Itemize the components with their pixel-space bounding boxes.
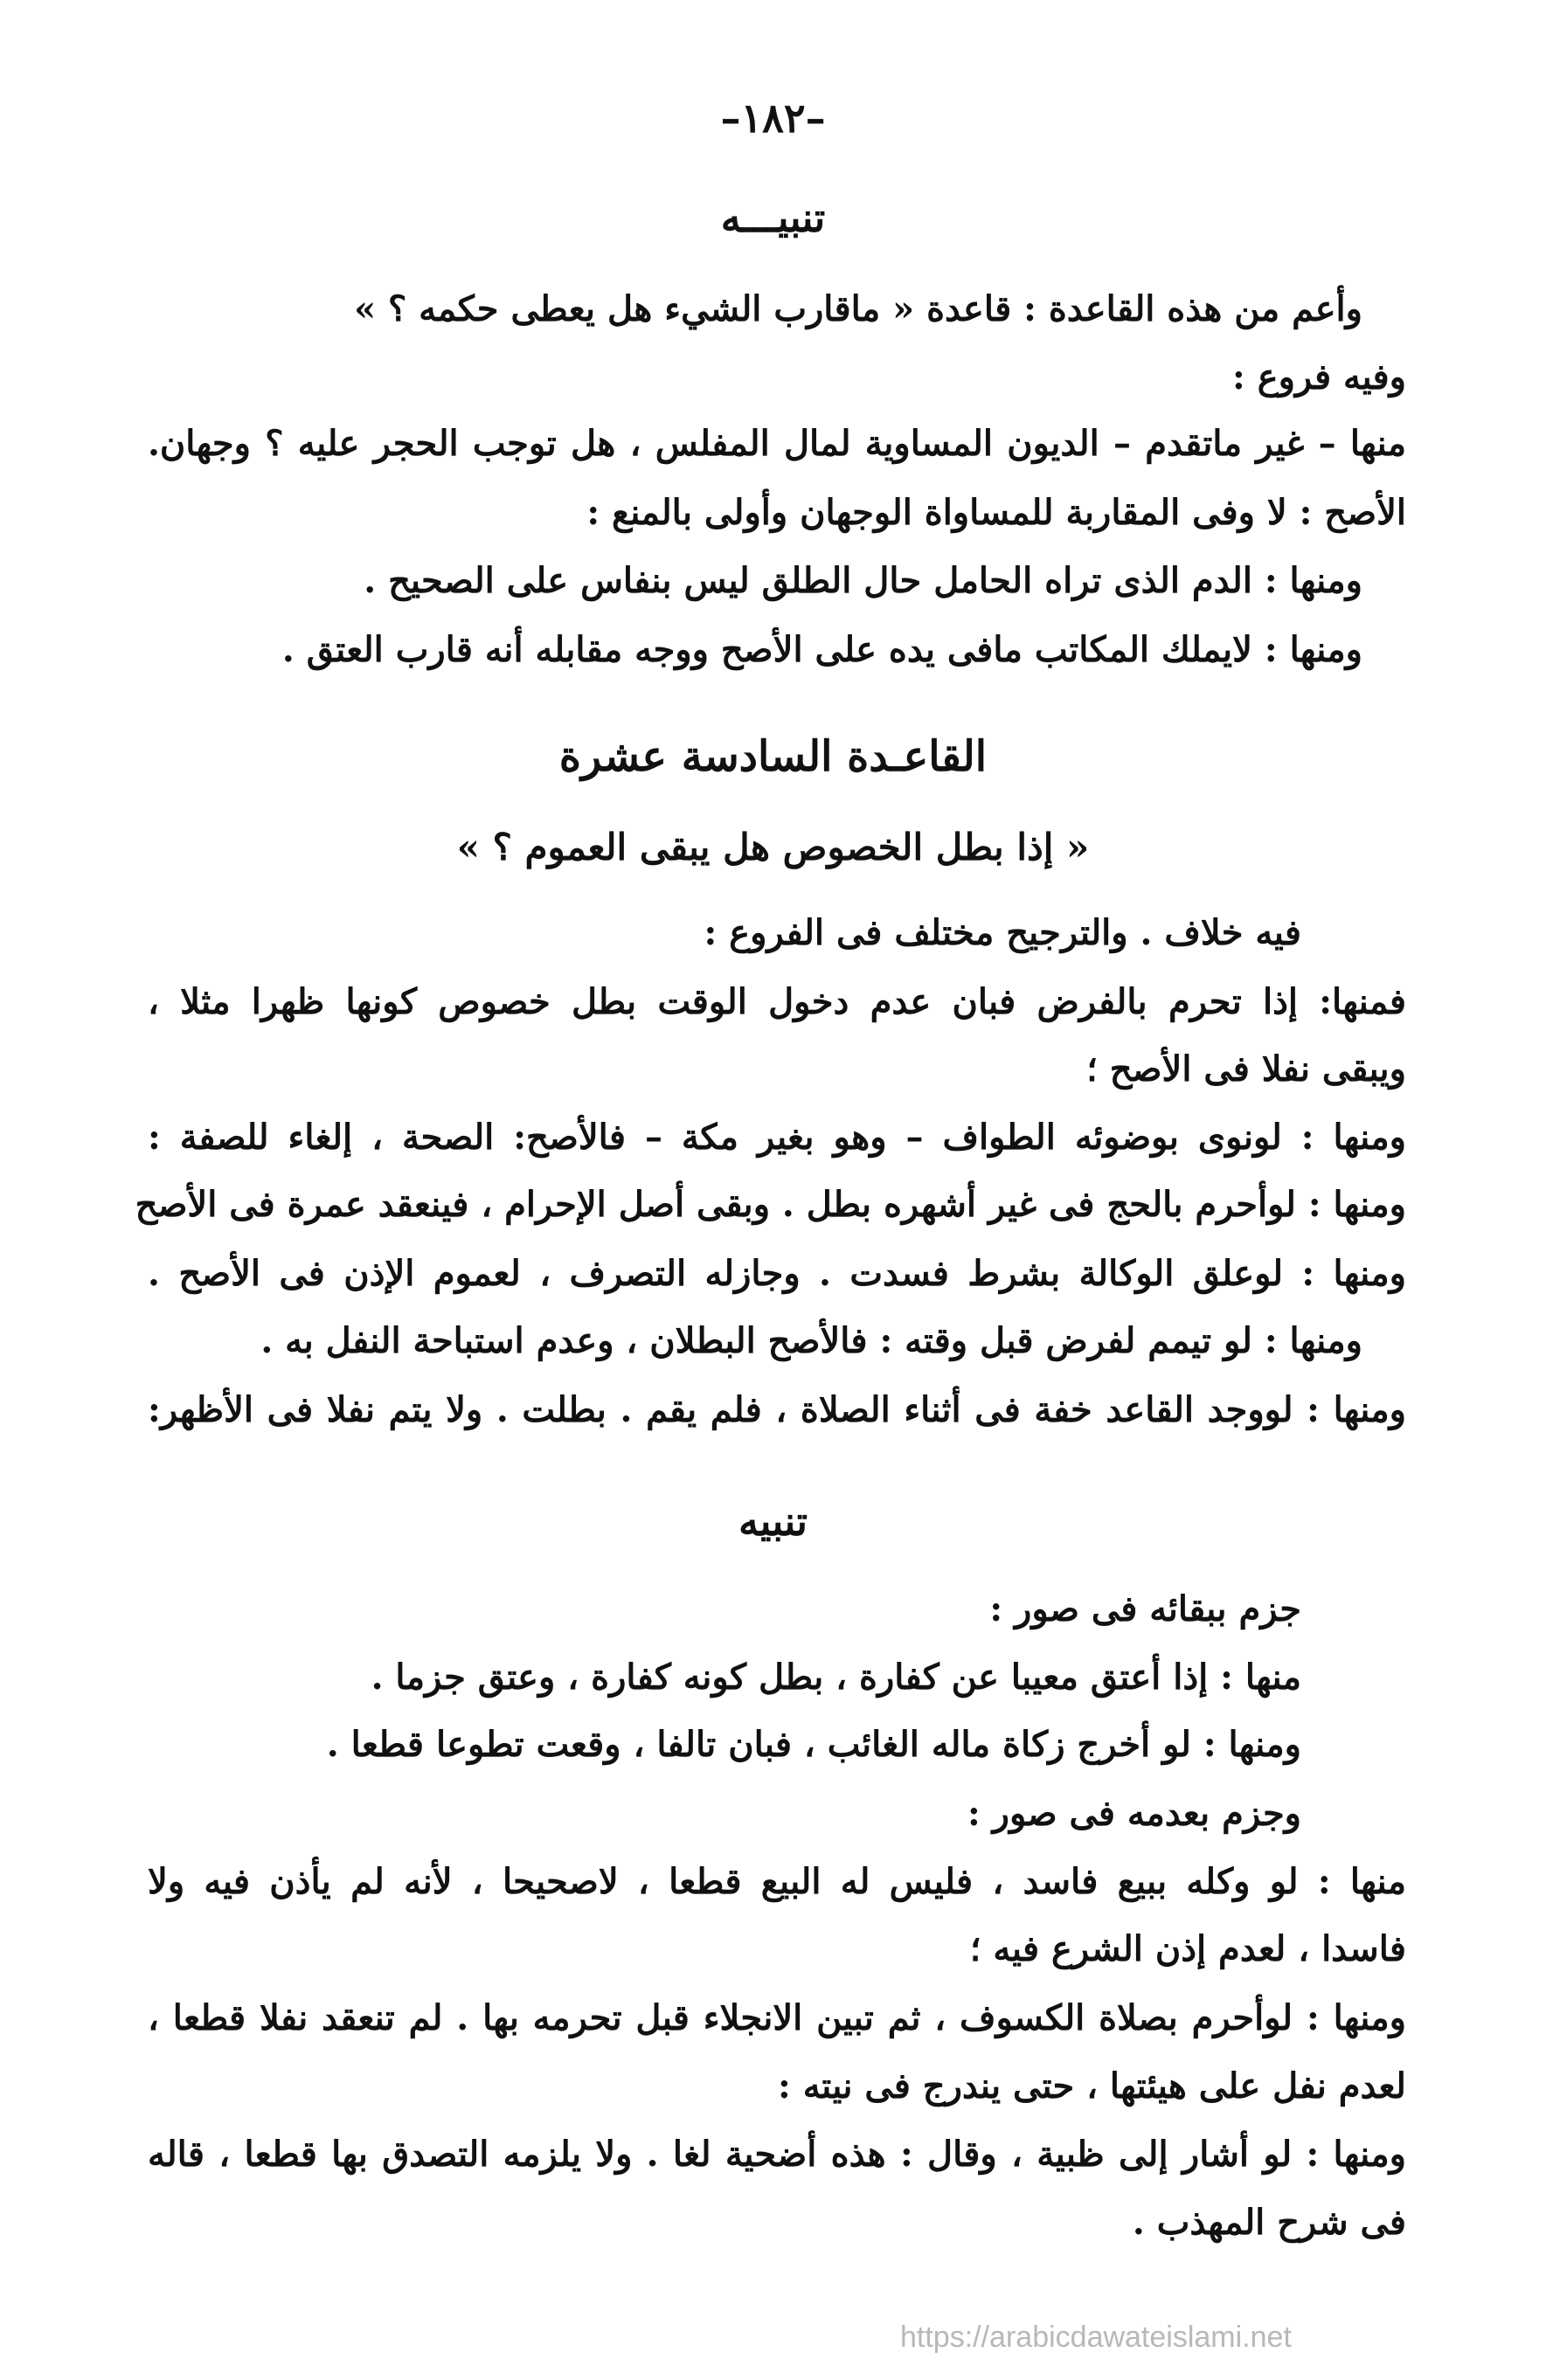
text-line-15: جزم ببقائه فى صور :	[989, 1588, 1301, 1629]
text-line-19: منها : لو وكله ببيع فاسد ، فليس له البيع قطعا ، لاصحيحا ، لأنه لم يأذن فيه ولا	[148, 1861, 1406, 1902]
text-line-24: فى شرح المهذب .	[1132, 2202, 1406, 2243]
text-line-13: ومنها : لو تيمم لفرض قبل وقته : فالأصح البطلان ، وعدم استباحة النفل به .	[260, 1320, 1362, 1361]
watermark-url: https://arabicdawateislami.net	[900, 2321, 1292, 2354]
text-line-10: ومنها : لونوى بوضوئه الطواف – وهو بغير مكة – فالأصح: الصحة ، إلغاء للصفة :	[148, 1117, 1406, 1158]
heading-rule-sixteen: القاعـدة السادسة عشرة	[558, 732, 988, 781]
heading-tanbih-2: تنبيه	[738, 1498, 808, 1545]
text-line-3: منها – غير ماتقدم – الديون المساوية لمال المفلس ، هل توجب الحجر عليه ؟ وجهان.	[148, 423, 1406, 464]
text-line-9: ويبقى نفلا فى الأصح ؛	[1086, 1048, 1406, 1090]
text-line-1: وأعم من هذه القاعدة : قاعدة « ماقارب الشيء هل يعطى حكمه ؟ »	[354, 288, 1362, 329]
text-line-2: وفيه فروع :	[1232, 356, 1406, 398]
text-line-23: ومنها : لو أشار إلى ظبية ، وقال : هذه أضحية لغا . ولا يلزمه التصدق بها قطعا ، قاله	[148, 2134, 1406, 2175]
text-line-8: فمنها: إذا تحرم بالفرض فبان عدم دخول الوقت بطل خصوص كونها ظهرا مثلا ،	[148, 981, 1407, 1022]
heading-rule-question: « إذا بطل الخصوص هل يبقى العموم ؟ »	[456, 826, 1090, 868]
text-line-14: ومنها : لووجد القاعد خفة فى أثناء الصلاة ، فلم يقم . بطلت . ولا يتم نفلا فى الأظهر:	[148, 1389, 1407, 1430]
text-line-22: لعدم نفل على هيئتها ، حتى يندرج فى نيته :	[778, 2065, 1406, 2107]
text-line-16: منها : إذا أعتق معيبا عن كفارة ، بطل كونه كفارة ، وعتق جزما .	[371, 1657, 1301, 1698]
text-line-11: ومنها : لوأحرم بالحج فى غير أشهره بطل . وبقى أصل الإحرام ، فينعقد عمرة فى الأصح	[135, 1184, 1406, 1225]
text-line-6: ومنها : لايملك المكاتب مافى يده على الأصح ووجه مقابله أنه قارب العتق .	[281, 629, 1362, 670]
text-line-4: الأصح : لا وفى المقاربة للمساواة الوجهان وأولى بالمنع :	[586, 492, 1406, 533]
text-line-20: فاسدا ، لعدم إذن الشرع فيه ؛	[969, 1928, 1406, 1969]
text-line-17: ومنها : لو أخرج زكاة ماله الغائب ، فبان تالفا ، وقعت تطوعا قطعا .	[326, 1724, 1301, 1765]
text-line-5: ومنها : الدم الذى تراه الحامل حال الطلق ليس بنفاس على الصحيح .	[364, 560, 1362, 601]
text-line-21: ومنها : لوأحرم بصلاة الكسوف ، ثم تبين الانجلاء قبل تحرمه بها . لم تنعقد نفلا قطعا ،	[148, 1997, 1407, 2038]
heading-tanbih-1: تنبيـــه	[720, 194, 826, 241]
text-line-12: ومنها : لوعلق الوكالة بشرط فسدت . وجازله التصرف ، لعموم الإذن فى الأصح .	[148, 1253, 1406, 1294]
text-line-7: فيه خلاف . والترجيح مختلف فى الفروع :	[704, 912, 1301, 953]
text-line-18: وجزم بعدمه فى صور :	[967, 1793, 1301, 1834]
page-number: –۱۸۲–	[720, 94, 826, 142]
